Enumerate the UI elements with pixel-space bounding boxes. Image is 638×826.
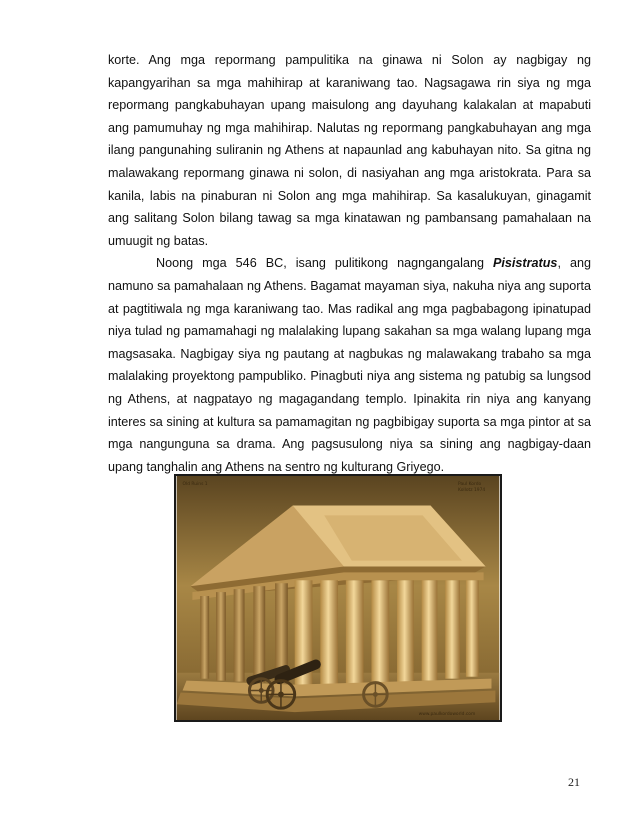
paragraph-text-start: Noong mga 546 BC, isang pulitikong nagngangalang [156,256,494,271]
temple-illustration [176,476,500,720]
figure-caption-right-1: Paul Kordo [458,481,482,487]
body-text [108,49,591,478]
figure-caption-left: Old Ruins 1 [182,481,208,487]
cannon-wheel-right [364,683,388,707]
paragraph-pisistratus [108,252,591,478]
pisistratus-name: Pisistratus [493,256,558,271]
paragraph-text: korte. Ang mga repormang pampulitika na ginawa ni Solon ay nagbigay ng kapangyarihan sa mga mahihirap at karaniwang tao. Nagsagawa rin siya ng mga repormang pangkabuhayan upang maisulong ang dayuhang kalakalan at mapabuti ang pamumuhay ng mga mahihirap. Nalutas ng repormang pangkabuhayan ang mga ilang pangunahing suliranin ng Athens at napaunlad ang kabuhayan nito. Sa gitna ng malawakang repormang ginawa ni solon, di nasiyahan ang mga aristokrata. Para sa kanila, labis na pinaburan ni Solon ang mga mahihirap. Sa kasalukuyan, ginagamit ang salitang Solon bilang tawag sa mga kinatawan ng pambansang pamahalaan na umuugit ng batas. [108,53,591,248]
figure-watermark: www.paulkordoworld.com [418,712,476,718]
paragraph-text-end: , ang namuno sa pamahalaan ng Athens. Bagamat mayaman siya, nakuha niya ang suporta at pagtitiwala ng mga karaniwang tao. Mas radikal ang mga pagbabagong ipinatupad niya tulad ng pamamahagi ng malalaking lupang sakahan sa mga walang lupang mga magsasaka. Nagbigay siya ng pautang at nagbukas ng malawakang trabaho sa mga malalaking proyektong pampubliko. Pinagbuti niya ang sistema ng patubig sa lungsod ng Athens, at nagpatayo ng magagandang templo. Ipinakita rin niya ang kanyang interes sa sining at kultura sa pamamagitan ng pagbibigay suporta sa mga pintor at sa mga nangunguna sa drama. Ang pagsusulong niya sa sining ang nagbigay-daan upang tanghalin ang Athens na sentro ng kulturang Griyego. [108,256,591,474]
greek-temple-image [174,474,502,722]
front-columns [295,580,479,684]
page-number: 21 [568,775,580,789]
figure-caption-right-2: Kollotz 1974 [458,487,486,493]
paragraph-solon [108,49,591,252]
